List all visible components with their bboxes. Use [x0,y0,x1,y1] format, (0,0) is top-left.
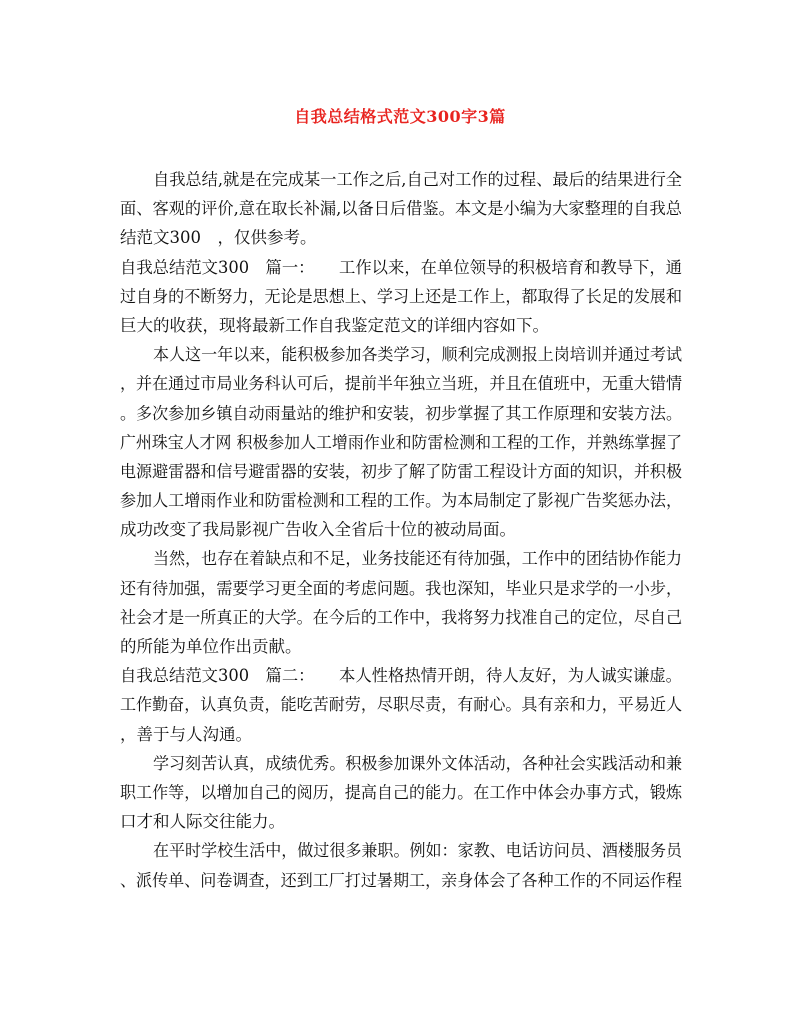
text-line: 还有待加强，需要学习更全面的考虑问题。我也深知，毕业只是求学的一小步， [120,578,682,598]
text-line: 的所能为单位作出贡献。 [120,637,302,656]
text-line: ，并在通过市局业务科认可后，提前半年独立当班，并且在值班中，无重大错情 [120,374,682,394]
text-line: 结范文300 ，仅供参考。 [120,228,317,248]
text-line: 自我总结范文300 篇一： 工作以来，在单位领导的积极培育和教导下，通 [120,257,682,277]
text-line: 学习刻苦认真，成绩优秀。积极参加课外文体活动，各种社会实践活动和兼 [153,753,682,773]
text-line: 自我总结范文300 篇二： 本人性格热情开朗，待人友好，为人诚实谦虚。 [120,666,682,686]
document-title: 自我总结格式范文300字3篇 [294,107,506,126]
text-line: 电源避雷器和信号避雷器的安装，初步了解了防雷工程设计方面的知识，并积极 [120,461,682,481]
text-line: 过自身的不断努力，无论是思想上、学习上还是工作上，都取得了长足的发展和 [120,286,682,306]
text-line: 、派传单、问卷调查，还到工厂打过暑期工，亲身体会了各种工作的不同运作程 [120,870,682,890]
text-line: 口才和人际交往能力。 [120,812,285,832]
text-line: 巨大的收获，现将最新工作自我鉴定范文的详细内容如下。 [120,315,549,335]
text-line: 社会才是一所真正的大学。在今后的工作中，我将努力找准自己的定位，尽自己 [120,607,682,627]
text-line: 面、客观的评价,意在取长补漏,以备日后借鉴。本文是小编为大家整理的自我总 [120,199,682,219]
text-line: 当然，也存在着缺点和不足，业务技能还有待加强，工作中的团结协作能力 [153,549,682,569]
text-line: 参加人工增雨作业和防雷检测和工程的工作。为本局制定了影视广告奖惩办法， [120,491,682,511]
text-line: 工作勤奋，认真负责，能吃苦耐劳，尽职尽责，有耐心。具有亲和力，平易近人 [120,695,682,715]
text-line: ，善于与人沟通。 [120,724,252,744]
text-line: 。多次参加乡镇自动雨量站的维护和安装，初步掌握了其工作原理和安装方法。 [120,403,682,423]
text-line: 广州珠宝人才网 积极参加人工增雨作业和防雷检测和工程的工作，并熟练掌握了 [120,432,682,452]
text-line: 本人这一年以来，能积极参加各类学习，顺利完成测报上岗培训并通过考试 [153,345,682,365]
text-line: 职工作等，以增加自己的阅历，提高自己的能力。在工作中体会办事方式，锻炼 [120,782,682,802]
text-line: 自我总结,就是在完成某一工作之后,自己对工作的过程、最后的结果进行全 [153,170,682,189]
text-line: 成功改变了我局影视广告收入全省后十位的被动局面。 [120,520,516,540]
text-line: 在平时学校生活中，做过很多兼职。例如：家教、电话访问员、酒楼服务员 [153,841,682,861]
document-body [120,165,682,895]
